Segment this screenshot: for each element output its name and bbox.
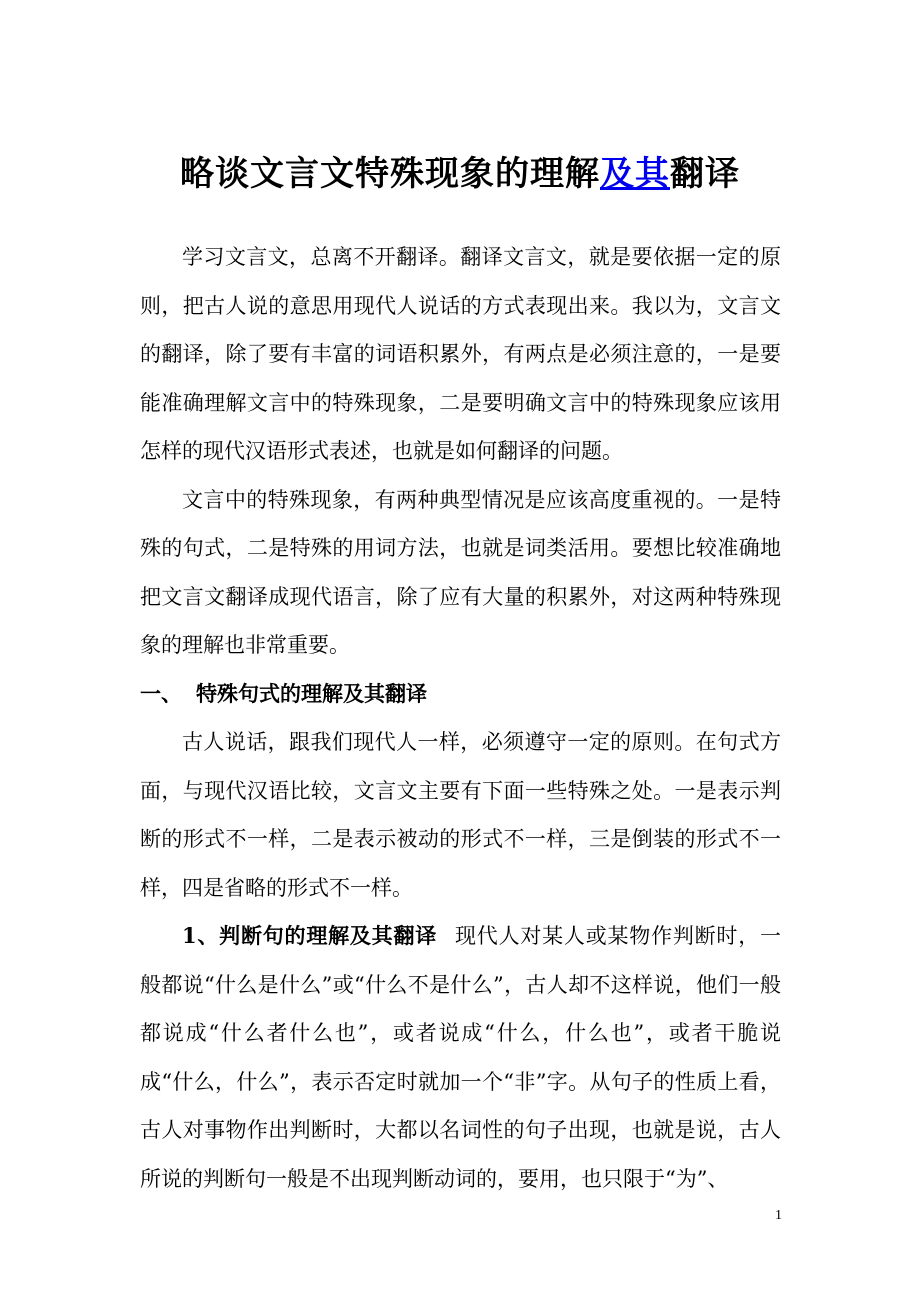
paragraph-intro: 学习文言文，总离不开翻译。翻译文言文，就是要依据一定的原则，把古人说的意思用现代人说话的方式表现出来。我以为，文言文的翻译，除了要有丰富的词语积累外，有两点是必须注意的，一是要能准确理解文言中的特殊现象，二是要明确文言中的特殊现象应该用怎样的现代汉语形式表述，也就是如何翻译的问题。 [140, 245, 781, 463]
document-body [140, 233, 781, 1203]
section-title: 特殊句式的理解及其翻译 [196, 680, 427, 706]
title-main: 略谈文言文特殊现象的理解 [180, 153, 600, 194]
title-tail: 翻译 [670, 153, 740, 194]
paragraph-judgment-text: 现代人对某人或某物作判断时，一般都说“什么是什么”或“什么不是什么”，古人却不这样说，他们一般都说成“什么者什么也”，或者说成“什么，什么也”，或者干脆说成“什么，什么”，表示否定时就加一个“非”字。从句子的性质上看，古人对事物作出判断时，大都以名词性的句子出现，也就是说，古人所说的判断句一般是不出现判断动词的，要用，也只限于“为”、 [140, 924, 781, 1191]
document-title [0, 148, 920, 200]
title-hyperlink[interactable]: 及其 [600, 153, 670, 194]
subsection-lead: 1、判断句的理解及其翻译 [182, 923, 438, 948]
page-number: 1 [775, 1208, 782, 1223]
paragraph-sentence-patterns: 古人说话，跟我们现代人一样，必须遵守一定的原则。在句式方面，与现代汉语比较，文言文主要有下面一些特殊之处。一是表示判断的形式不一样，二是表示被动的形式不一样，三是倒装的形式不一样，四是省略的形式不一样。 [140, 730, 781, 900]
section-heading [140, 670, 781, 719]
paragraph-special-phenomena: 文言中的特殊现象，有两种典型情况是应该高度重视的。一是特殊的句式，二是特殊的用词方法，也就是词类活用。要想比较准确地把文言文翻译成现代语言，除了应有大量的积累外，对这两种特殊现象的理解也非常重要。 [140, 487, 781, 657]
paragraph-judgment-sentence [140, 912, 781, 1203]
section-number: 一、 [140, 680, 182, 706]
